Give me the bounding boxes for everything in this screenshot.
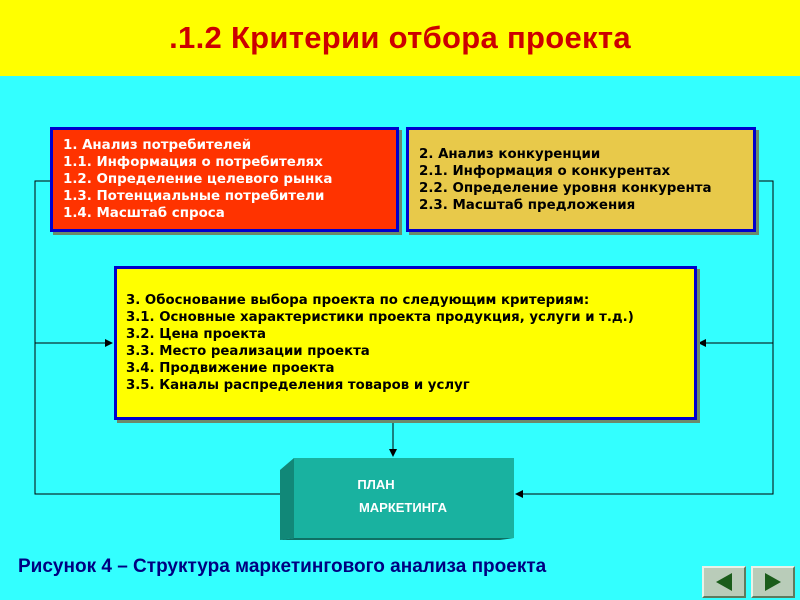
consumer-line: 1. Анализ потребителей <box>63 138 252 153</box>
plan-block-shadow <box>280 538 514 540</box>
consumer-line: 1.2. Определение целевого рынка <box>63 172 333 187</box>
competition-line: 2. Анализ конкуренции <box>419 146 601 162</box>
consumer-line: 1.1. Информация о потребителях <box>63 155 323 170</box>
competition-line: 2.3. Масштаб предложения <box>419 197 636 213</box>
criteria-line: 3. Обоснование выбора проекта по следующим критериям: <box>126 293 590 308</box>
criteria-line: 3.3. Место реализации проекта <box>126 344 370 359</box>
previous-slide-button[interactable] <box>702 566 746 598</box>
plan-label-line2: МАРКЕТИНГА <box>358 500 448 515</box>
triangle-right-icon <box>762 571 784 593</box>
plan-block-left <box>280 458 294 540</box>
triangle-left-icon <box>713 571 735 593</box>
consumer-line: 1.3. Потенциальные потребители <box>63 189 325 204</box>
competition-line: 2.2. Определение уровня конкурента <box>419 180 712 196</box>
consumer-analysis-box <box>50 127 399 232</box>
criteria-line: 3.5. Каналы распределения товаров и услуг <box>126 378 470 393</box>
criteria-line: 3.2. Цена проекта <box>126 327 266 342</box>
plan-block-front <box>294 458 514 538</box>
criteria-line: 3.4. Продвижение проекта <box>126 361 335 376</box>
competition-line: 2.1. Информация о конкурентах <box>419 163 671 179</box>
slide-title: .1.2 Критерии отбора проекта <box>169 20 631 55</box>
marketing-plan-block <box>280 458 514 540</box>
plan-label-line1: ПЛАН <box>357 477 395 492</box>
selection-criteria-box <box>114 266 697 420</box>
figure-caption: Рисунок 4 – Структура маркетингового анализа проекта <box>18 556 547 577</box>
competition-analysis-box <box>406 127 756 232</box>
consumer-line: 1.4. Масштаб спроса <box>63 206 225 221</box>
criteria-line: 3.1. Основные характеристики проекта продукция, услуги и т.д.) <box>126 310 634 325</box>
next-slide-button[interactable] <box>751 566 795 598</box>
